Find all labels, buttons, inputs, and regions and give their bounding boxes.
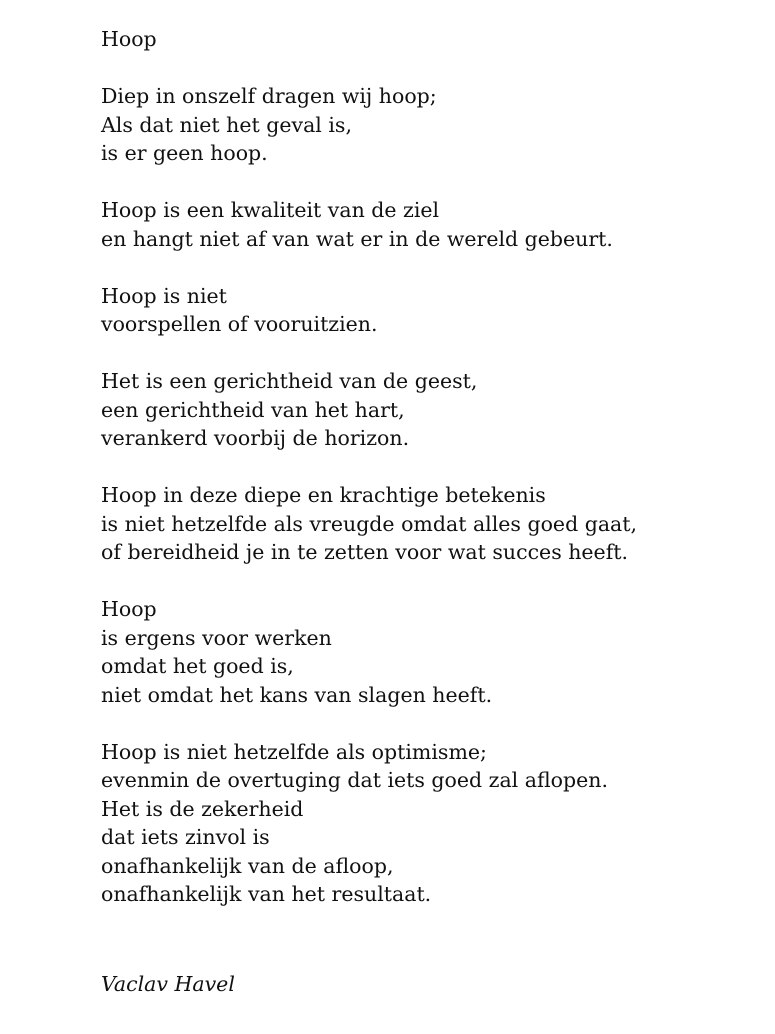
poem-line: is niet hetzelfde als vreugde omdat alles goed gaat, [101,511,638,536]
poem-author: Vaclav Havel [101,972,235,996]
poem-line: onafhankelijk van de afloop, [101,853,394,878]
poem-title: Hoop [101,27,157,51]
poem-line: Hoop is niet [101,283,227,308]
poem-line: omdat het goed is, [101,654,294,678]
poem-line: Als dat niet het geval is, [101,112,352,137]
poem-line: en hangt niet af van wat er in de wereld gebeurt. [101,226,613,251]
poem-line: een gerichtheid van het hart, [101,397,405,422]
poem-line: Het is een gerichtheid van de geest, [101,369,478,393]
poem-body [101,25,761,937]
poem-line: is er geen hoop. [101,141,268,165]
poem-line: Hoop in deze diepe en krachtige betekenis [101,483,546,507]
poem-line: Het is de zekerheid [101,796,304,821]
stanza-1 [101,82,761,168]
poem-line: niet omdat het kans van slagen heeft. [101,682,493,707]
stanza-3 [101,282,761,339]
stanza-7 [101,738,761,909]
poem-line: onafhankelijk van het resultaat. [101,882,432,906]
poem-line: of bereidheid je in te zetten voor wat succes heeft. [101,540,629,564]
poem-line: Hoop is een kwaliteit van de ziel [101,198,440,222]
stanza-4 [101,367,761,453]
poem-line: dat iets zinvol is [101,825,270,849]
stanza-6 [101,595,761,709]
poem-line: is ergens voor werken [101,625,332,650]
poem-line: Diep in onszelf dragen wij hoop; [101,84,437,108]
poem-line: voorspellen of vooruitzien. [101,312,378,336]
stanza-5 [101,481,761,567]
poem-line: Hoop is niet hetzelfde als optimisme; [101,739,487,764]
poem-line: evenmin de overtuging dat iets goed zal aflopen. [101,768,608,792]
poem-line: verankerd voorbij de horizon. [101,426,410,450]
poem-line: Hoop [101,597,157,621]
stanza-2 [101,196,761,253]
